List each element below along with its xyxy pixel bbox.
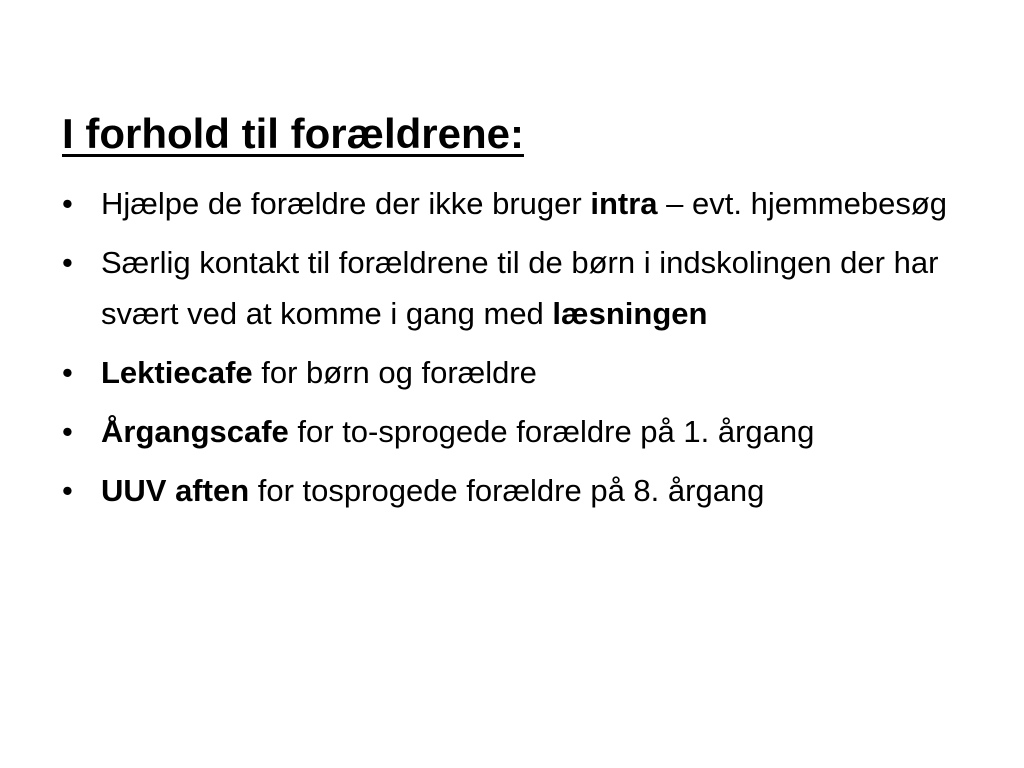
bullet-icon: • [62,355,73,390]
bullet-item-laesning [62,237,962,339]
bullet-icon: • [62,186,73,221]
bullet-icon: • [62,245,73,280]
bullet-text: for to-sprogede forældre på 1. årgang [288,414,815,449]
bullet-emphasis: Lektiecafe [101,355,253,390]
bullet-emphasis: UUV aften [101,473,250,508]
bullet-text: Hjælpe de forældre der ikke bruger [101,186,591,221]
slide-title: I forhold til forældrene: [62,110,524,157]
bullet-emphasis: læsningen [552,296,708,331]
bullet-item-intra [62,178,962,229]
bullet-icon: • [62,473,73,508]
bullet-icon: • [62,414,73,449]
bullet-text: – evt. hjemmebesøg [657,186,947,221]
bullet-emphasis: intra [590,186,658,221]
bullet-item-uuv-aften [62,465,962,516]
bullet-text: for børn og forældre [252,355,537,390]
bullet-item-lektiecafe [62,347,962,398]
bullet-emphasis: Årgangscafe [101,414,289,449]
bullet-item-aargangscafe [62,406,962,457]
bullet-text: Særlig kontakt til forældrene til de børn i indskolingen der har svært ved at komme i gang med [101,245,939,331]
bullet-text: for tosprogede forældre på 8. årgang [249,473,765,508]
bullet-list [62,178,962,524]
